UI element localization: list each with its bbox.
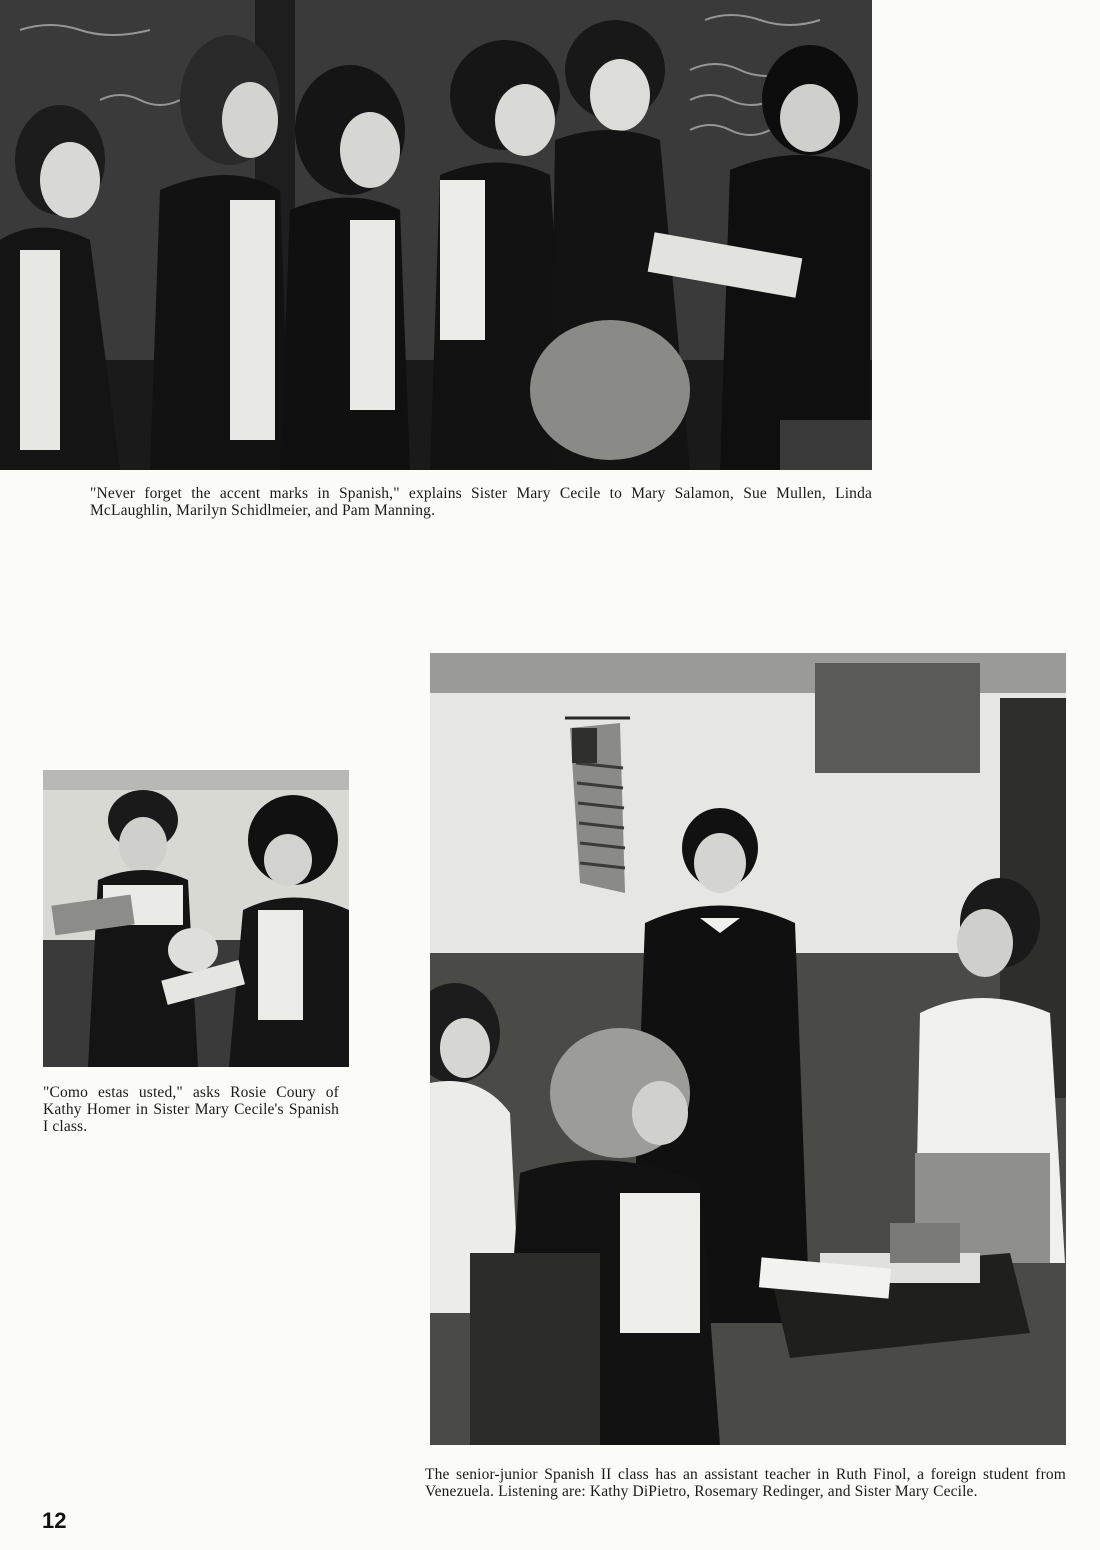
photo-spanish-ii-class [430, 653, 1066, 1445]
photo-two-students-reading-image [43, 770, 349, 1067]
caption-top-photo: "Never forget the accent marks in Spanish," explains Sister Mary Cecile to Mary Salamon, Sue Mullen, Linda McLaughlin, Marilyn Schidlmeier, and Pam Manning. [90, 485, 872, 519]
photo-two-students-reading [43, 770, 349, 1067]
photo-chalkboard-lesson-image [0, 0, 872, 470]
photo-spanish-ii-class-image [430, 653, 1066, 1445]
caption-small-photo: "Como estas usted," asks Rosie Coury of Kathy Homer in Sister Mary Cecile's Spanish I class. [43, 1084, 339, 1135]
page-number: 12 [42, 1508, 67, 1533]
caption-large-photo: The senior-junior Spanish II class has an assistant teacher in Ruth Finol, a foreign student from Venezuela. Listening are: Kathy DiPietro, Rosemary Redinger, and Sister Mary Cecile. [425, 1466, 1066, 1500]
photo-chalkboard-lesson [0, 0, 872, 470]
